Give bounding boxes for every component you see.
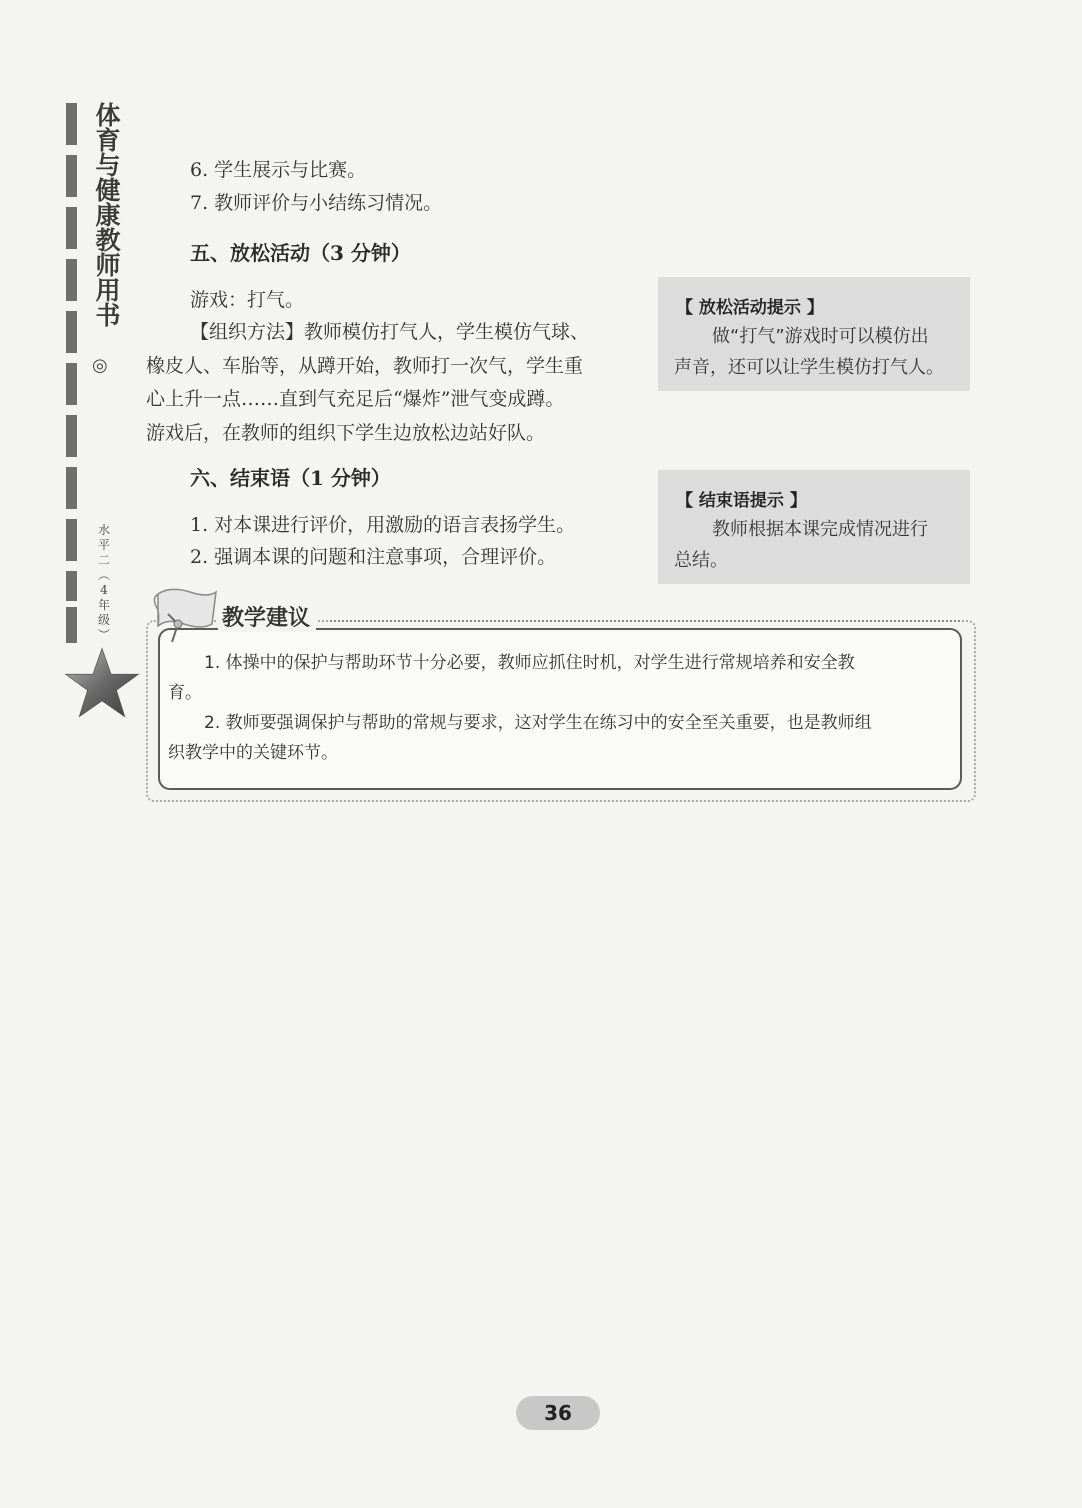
suggestion-line: 2. 教师要强调保护与帮助的常规与要求，这对学生在练习中的安全至关重要，也是教师组 (204, 713, 872, 733)
grade-level-char: 水 (97, 523, 110, 537)
list-item-7: 7. 教师评价与小结练习情况。 (190, 192, 443, 214)
book-title-char: 用 (95, 276, 121, 305)
grade-level-vertical (96, 523, 112, 643)
suggestion-content (168, 648, 950, 768)
page-number: 36 (516, 1396, 600, 1430)
grade-level-char: ︵ (97, 568, 110, 582)
closing-item-2: 2. 强调本课的问题和注意事项，合理评价。 (190, 546, 557, 568)
closing-tip-box (658, 470, 970, 584)
relax-tip-title: 【 放松活动提示 】 (676, 298, 824, 318)
grade-level-char: 4 (100, 583, 108, 597)
suggestion-line: 育。 (168, 683, 202, 703)
scroll-icon (150, 584, 222, 646)
relax-tip-line: 做“打气”游戏时可以模仿出 (712, 326, 929, 347)
book-title-char: 师 (95, 251, 121, 280)
suggestion-title-underline (330, 620, 960, 622)
closing-tip-title: 【 结束语提示 】 (676, 491, 807, 511)
list-item-6: 6. 学生展示与比赛。 (190, 159, 367, 181)
game-name: 游戏：打气。 (190, 289, 305, 311)
section-heading-relax: 五、放松活动（3 分钟） (190, 241, 411, 265)
star-icon (64, 647, 140, 719)
closing-item-1: 1. 对本课进行评价，用激励的语言表扬学生。 (190, 514, 576, 536)
book-title-char: 体 (95, 101, 121, 130)
suggestion-line: 1. 体操中的保护与帮助环节十分必要，教师应抓住时机，对学生进行常规培养和安全教 (204, 653, 855, 673)
suggestion-title: 教学建议 (218, 601, 316, 632)
book-title-char: 育 (95, 126, 121, 155)
closing-tip-line: 教师根据本课完成情况进行 (712, 519, 928, 540)
grade-level-char: 年 (97, 598, 110, 612)
book-title-char: 康 (95, 201, 121, 230)
paragraph-line: 游戏后，在教师的组织下学生边放松边站好队。 (146, 421, 546, 444)
section-heading-closing: 六、结束语（1 分钟） (190, 466, 391, 490)
closing-tip-line: 总结。 (674, 550, 728, 571)
paragraph-line: 心上升一点……直到气充足后“爆炸”泄气变成蹲。 (146, 388, 565, 410)
relax-tip-line: 声音，还可以让学生模仿打气人。 (674, 357, 944, 378)
paragraph-line: 橡皮人、车胎等，从蹲开始，教师打一次气，学生重 (146, 354, 584, 377)
book-title-char: 与 (95, 151, 121, 180)
suggestion-line: 织教学中的关键环节。 (168, 743, 338, 763)
double-circle-icon: ◎ (92, 355, 108, 376)
book-title-vertical (88, 103, 128, 328)
book-title-char: 健 (95, 176, 121, 205)
organization-method-paragraph (146, 316, 636, 450)
paragraph-line: 【组织方法】教师模仿打气人，学生模仿气球、 (190, 321, 590, 343)
grade-level-char: ︶ (97, 628, 110, 642)
grade-level-char: 级 (97, 613, 110, 627)
book-title-char: 书 (95, 301, 121, 330)
relax-tip-box (658, 277, 970, 391)
book-title-char: 教 (95, 226, 121, 255)
grade-level-char: 二 (97, 553, 110, 567)
grade-level-char: 平 (97, 538, 110, 552)
sidebar-decoration-bars (66, 103, 78, 643)
